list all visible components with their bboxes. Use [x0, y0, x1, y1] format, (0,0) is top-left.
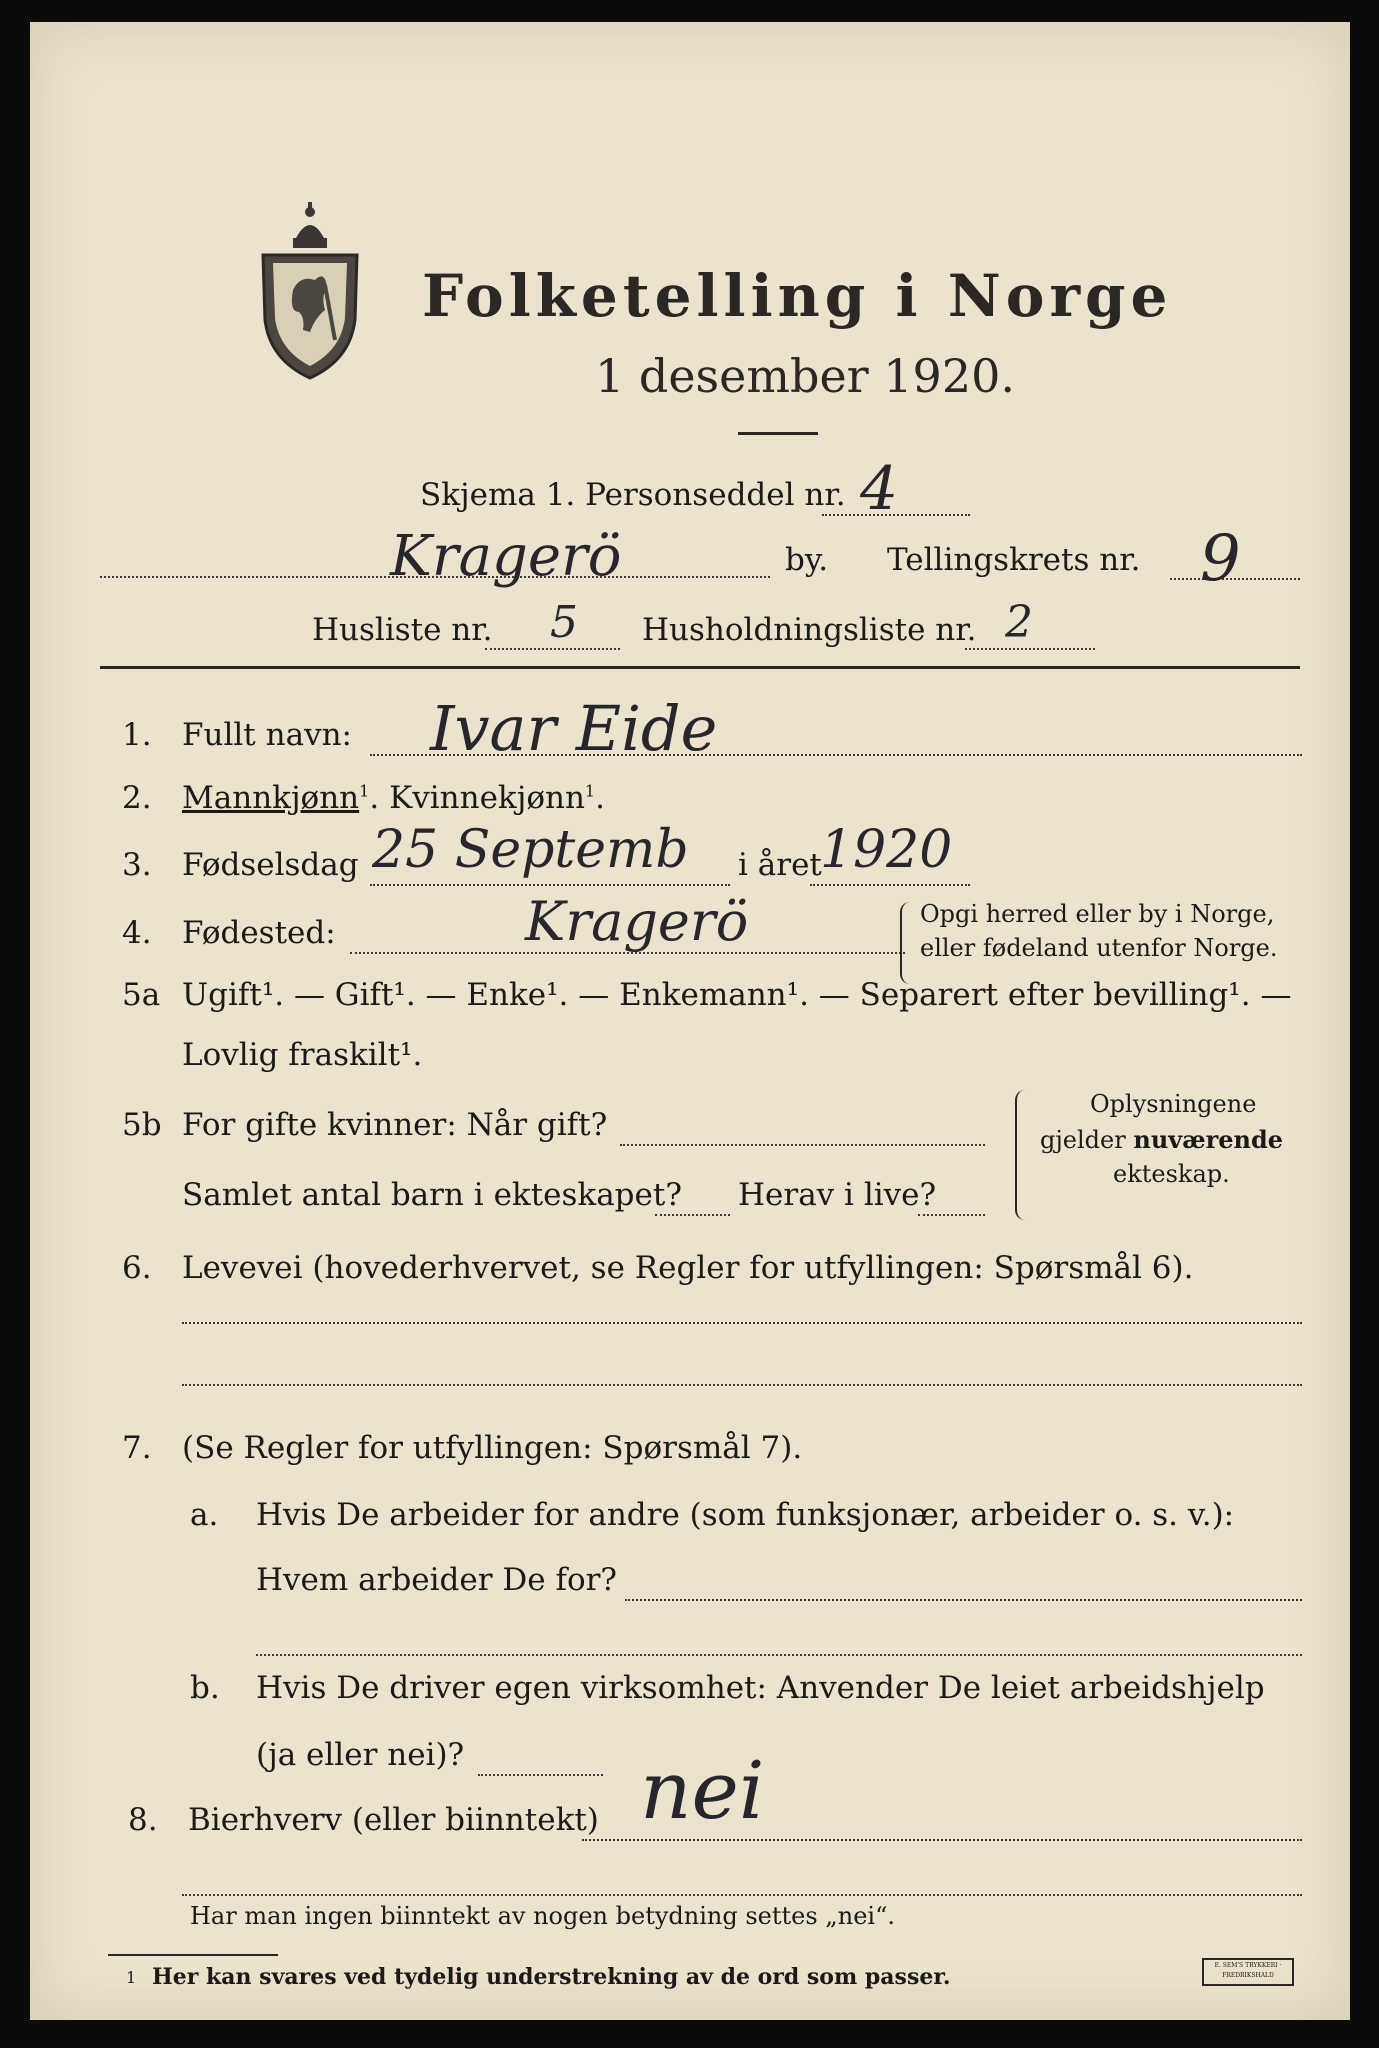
personseddel-label: Skjema 1. Personseddel nr. [420, 477, 846, 513]
q4-number: 4. [122, 915, 152, 951]
q7b-answer-line[interactable] [478, 1774, 603, 1776]
q3-number: 3. [122, 847, 152, 883]
q7a-label: a. [190, 1497, 219, 1533]
q5b-alive-line[interactable] [918, 1214, 985, 1216]
tellingskrets-label: Tellingskrets nr. [887, 542, 1141, 578]
q1-label: Fullt navn: [182, 717, 352, 753]
q4-note-line1: Opgi herred eller by i Norge, [920, 900, 1275, 928]
coat-of-arms-icon [255, 200, 365, 380]
q7a-employer-line2[interactable] [256, 1654, 1302, 1656]
q3-aret-label: i året [738, 847, 822, 883]
bottom-note: Har man ingen biinntekt av nogen betydning settes „nei“. [190, 1902, 895, 1930]
q7a-employer-line[interactable] [625, 1599, 1302, 1601]
q8-line [582, 1839, 1302, 1841]
q5b-note-line3: ekteskap. [1113, 1160, 1230, 1188]
husliste-label: Husliste nr. [312, 612, 493, 648]
personseddel-value[interactable]: 4 [860, 454, 899, 524]
by-label: by. [785, 542, 829, 578]
q4-bracket [900, 902, 910, 984]
q7b-yes-no-label: (ja eller nei)? [256, 1737, 465, 1773]
q3-label: Fødselsdag [182, 847, 359, 883]
footnote-text: Her kan svares ved tydelig understrekning av de ord som passer. [152, 1964, 951, 1990]
q1-number: 1. [122, 717, 152, 753]
husliste-value[interactable]: 5 [550, 597, 578, 648]
husholdningsliste-label: Husholdningsliste nr. [642, 612, 977, 648]
q5b-alive-label: Herav i live? [738, 1177, 937, 1213]
q5b-note-line2: gjelder nuværende [1040, 1125, 1284, 1154]
tellingskrets-value[interactable]: 9 [1200, 522, 1241, 596]
husholdningsliste-line [965, 648, 1095, 650]
q3-birthdate-value[interactable]: 25 Septemb [372, 820, 689, 880]
q7a-question: Hvis De arbeider for andre (som funksjonær, arbeider o. s. v.): [256, 1497, 1235, 1533]
q5b-note-line1: Oplysningene [1090, 1090, 1257, 1118]
census-form [30, 22, 1350, 2020]
q7-number: 7. [122, 1430, 152, 1466]
q6-number: 6. [122, 1250, 152, 1286]
q5b-married-when-line[interactable] [620, 1144, 985, 1146]
q6-line1[interactable] [182, 1322, 1302, 1324]
husholdningsliste-value[interactable]: 2 [1005, 597, 1033, 648]
title-divider [738, 432, 818, 435]
q2-gender-options: Mannkjønn$^1$. Kvinnekjønn$^1$. [182, 780, 605, 816]
q5b-number: 5b [122, 1107, 162, 1143]
q3-date-line [370, 884, 730, 886]
husliste-line [485, 648, 620, 650]
printer-stamp: E. SEM'S TRYKKERI · FREDRIKSHALD [1202, 1958, 1294, 1986]
q8-line2[interactable] [182, 1894, 1302, 1896]
q5a-divorced-option[interactable]: Lovlig fraskilt¹. [182, 1037, 423, 1073]
q7b-label: b. [190, 1670, 220, 1706]
q7a-employer-label: Hvem arbeider De for? [256, 1562, 618, 1598]
q4-note-line2: eller fødeland utenfor Norge. [920, 934, 1278, 962]
q5a-number: 5a [122, 977, 161, 1013]
census-date: 1 desember 1920. [595, 349, 1015, 403]
q5b-children-line[interactable] [655, 1214, 730, 1216]
q2-number: 2. [122, 780, 152, 816]
city-value[interactable]: Kragerö [390, 524, 622, 589]
footnote-mark: 1 [126, 1968, 137, 1987]
q3-birthyear-value[interactable]: 1920 [820, 820, 953, 880]
q8-label: Bierhverv (eller biinntekt) [188, 1802, 599, 1838]
q8-side-income-value[interactable]: nei [640, 1744, 765, 1837]
q5b-married-when-label: For gifte kvinner: Når gift? [182, 1107, 608, 1143]
q8-number: 8. [128, 1802, 158, 1838]
q5a-marital-options[interactable]: Ugift¹. — Gift¹. — Enke¹. — Enkemann¹. — Separert efter bevilling¹. — [182, 977, 1292, 1013]
q6-occupation-label: Levevei (hovederhvervet, se Regler for utfyllingen: Spørsmål 6). [182, 1250, 1194, 1286]
q3-year-line [810, 884, 970, 886]
q4-label: Fødested: [182, 915, 336, 951]
q2-female-option[interactable]: Kvinnekjønn [389, 780, 585, 816]
q6-line2[interactable] [182, 1384, 1302, 1386]
q4-birthplace-value[interactable]: Kragerö [525, 890, 749, 953]
q5b-children-label: Samlet antal barn i ekteskapet? [182, 1177, 682, 1213]
q5b-bracket [1015, 1090, 1025, 1220]
footnote-divider [108, 1954, 278, 1956]
q2-male-option[interactable]: Mannkjønn [182, 780, 360, 816]
q1-full-name-value[interactable]: Ivar Eide [430, 692, 718, 765]
q7b-question: Hvis De driver egen virksomhet: Anvender De leiet arbeidshjelp [256, 1670, 1265, 1706]
q7-label: (Se Regler for utfyllingen: Spørsmål 7). [182, 1430, 803, 1466]
section-divider [100, 666, 1300, 669]
form-title: Folketelling i Norge [422, 262, 1173, 330]
